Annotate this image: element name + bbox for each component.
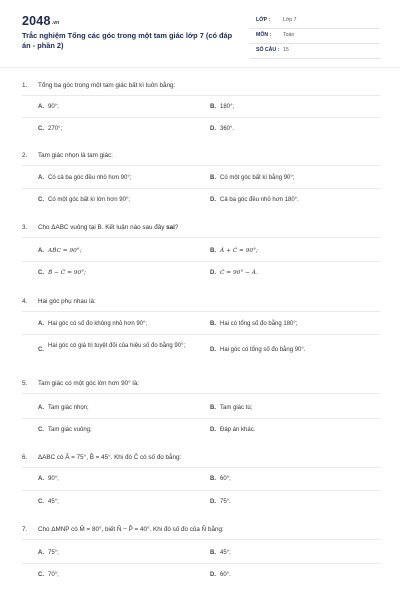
question-divider	[22, 393, 380, 394]
question-number: 7.	[22, 526, 28, 533]
question-text: Hai góc phụ nhau là:	[38, 298, 96, 305]
question-number: 2.	[22, 152, 28, 159]
question-text: ΔABC có Â = 75°, B̂ = 45°. Khi đó Ĉ có số đo bằng:	[38, 454, 182, 461]
question-text: Tam giác nhọn là tam giác:	[38, 152, 113, 159]
emphasis-word: sai	[166, 224, 175, 231]
meta-table	[250, 14, 380, 59]
question-number: 4.	[22, 298, 28, 305]
option-divider	[22, 563, 380, 564]
meta-value: 15	[283, 47, 289, 53]
question-text: Cho ΔMNP có M̂ = 80°, biết N̂ − P̂ = 40°. Khi đó số đo của N̂ bằng:	[38, 526, 224, 533]
question-stem	[22, 80, 382, 92]
meta-row-count	[250, 44, 380, 59]
meta-label: SỐ CÂU :	[256, 47, 280, 53]
question-divider	[22, 311, 380, 312]
question-text: Tổng ba góc trong một tam giác bất kì luôn bằng:	[38, 82, 176, 89]
question-divider	[22, 539, 380, 540]
meta-label: MÔN :	[256, 32, 272, 38]
option-divider	[22, 334, 380, 335]
question-divider	[22, 237, 380, 238]
question-stem	[22, 296, 382, 308]
option-divider	[22, 117, 380, 118]
question-stem	[22, 452, 382, 464]
meta-label: LỚP :	[256, 17, 271, 23]
question-divider	[22, 467, 380, 468]
question-stem	[22, 524, 382, 536]
question-text: Tam giác có một góc lớn hơn 90° là:	[38, 380, 140, 387]
header-divider	[0, 67, 400, 68]
question-number: 6.	[22, 454, 28, 461]
question-stem	[22, 222, 382, 234]
option-divider	[22, 188, 380, 189]
question-divider	[22, 165, 380, 166]
question-number: 5.	[22, 380, 28, 387]
site-logo[interactable]: $2048^{.vn}$	[22, 14, 60, 28]
page-title: Trắc nghiệm Tổng các góc trong một tam giác lớp 7 (có đáp án - phần 2)	[22, 31, 233, 50]
question-stem	[22, 150, 382, 162]
meta-value: Lớp 7	[283, 17, 297, 23]
question-number: 3.	[22, 224, 28, 231]
meta-value: Toán	[283, 32, 295, 38]
option-divider	[22, 261, 380, 262]
option-divider	[22, 490, 380, 491]
question-stem	[22, 378, 382, 390]
question-number: 1.	[22, 82, 28, 89]
meta-row-subject	[250, 29, 380, 44]
question-divider	[22, 95, 380, 96]
question-text: Cho ΔABC vuông tại B. Kết luận nào sau đây sai?	[38, 224, 179, 231]
meta-row-class	[250, 14, 380, 29]
option-divider	[22, 418, 380, 419]
header	[0, 0, 400, 66]
